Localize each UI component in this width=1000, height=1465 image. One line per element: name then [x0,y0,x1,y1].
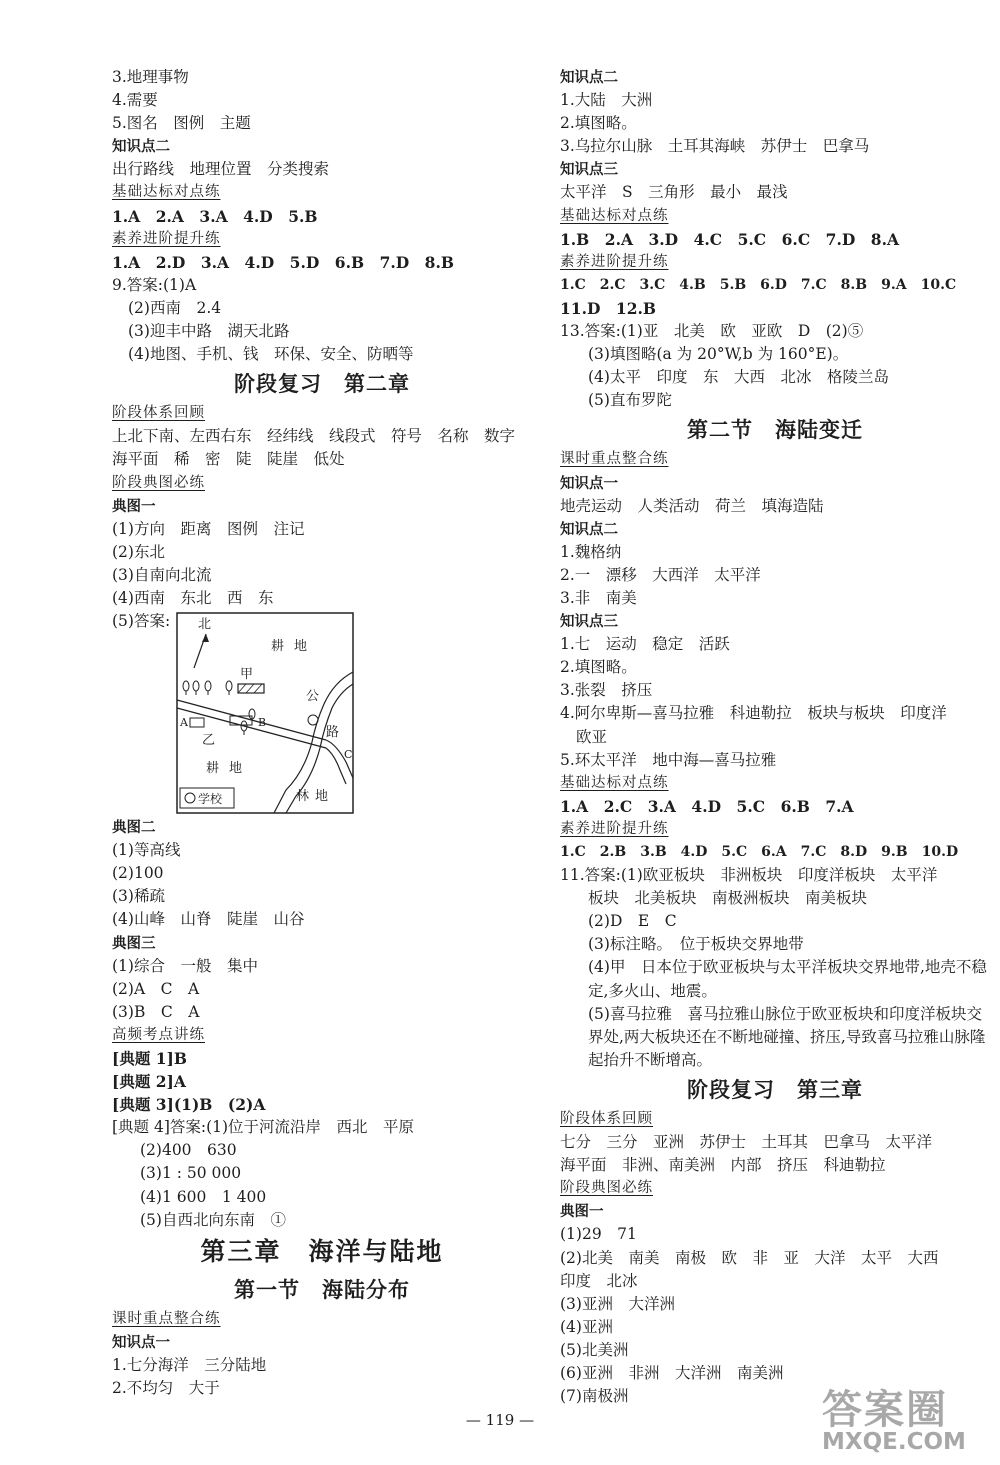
section-heading: 阶段典图必练 [112,474,205,491]
answer-line: 1.C 2.C 3.C 4.B 5.B 6.D 7.C 8.B 9.A 10.C [560,276,957,293]
text-line: 3.非 南美 [560,588,637,607]
watermark-text: 答案圈 [822,1387,948,1433]
map-point-b: B [258,716,267,730]
watermark-logo [822,1378,992,1458]
map-point-a: A [180,716,188,730]
answer-line: 1.A 2.A 3.A 4.D 5.B [112,206,318,226]
text-line: (3)B C A [112,1002,200,1021]
figure-heading: 典图一 [112,497,156,515]
text-line: (2)400 630 [140,1141,237,1160]
text-line: (2)A C A [112,979,200,998]
section-heading: 基础达标对点练 [560,774,669,791]
figure-heading: 典图三 [112,934,156,952]
figure-heading: 典图二 [112,819,156,837]
text-paragraph: (5)喜马拉雅 喜马拉雅山脉位于欧亚板块和印度洋板块交界处,两大板块还在不断地碰撞、挤压,导致喜马拉雅山脉隆起抬升不断增高。 [588,1004,986,1069]
text-line: (1)方向 距离 图例 注记 [112,519,305,538]
answer-line: [典题 2]A [112,1072,186,1092]
text-line: 上北下南、左西右东 经纬线 线段式 符号 名称 数字 [112,427,516,446]
text-line: 欧亚 [576,727,608,746]
section-heading: 知识点二 [112,138,170,156]
text-line: 4.阿尔卑斯—喜马拉雅 科迪勒拉 板块与板块 印度洋 [560,704,947,723]
text-line: (5)北美洲 [560,1340,629,1359]
answer-line: [典题 4]答案:(1)位于河流沿岸 西北 平原 [112,1118,415,1137]
review-title: 阶段复习 第二章 [234,371,410,397]
chapter-title: 第三章 海洋与陆地 [200,1236,444,1266]
watermark-url: MXQE.COM [822,1429,966,1455]
answer-line: 1.A 2.D 3.A 4.D 5.D 6.B 7.D 8.B [112,252,454,272]
text-line: (2)D E C [588,912,677,931]
text-line: 11.答案:(1)欧亚板块 非洲板块 印度洋板块 太平洋 [560,866,938,885]
text-line: 3.乌拉尔山脉 土耳其海峡 苏伊士 巴拿马 [560,137,870,156]
review-title: 阶段复习 第三章 [687,1076,863,1102]
text-line: 印度 北冰 [560,1271,638,1290]
text-line: (3)亚洲 大洋洲 [560,1294,675,1313]
text-line: (6)亚洲 非洲 大洋洲 南美洲 [560,1363,784,1382]
answer-line: 1.C 2.B 3.B 4.D 5.C 6.A 7.C 8.D 9.B 10.D [560,844,959,860]
answer-line: [典题 3](1)B (2)A [112,1095,266,1115]
text-line: 1.魏格纳 [560,542,622,561]
map-north-label: 北 [198,617,212,633]
text-line: 2.一 漂移 大西洋 太平洋 [560,565,761,584]
section-heading: 知识点三 [560,161,618,179]
text-line: 地壳运动 人类活动 荷兰 填海造陆 [560,496,824,515]
answer-line: 1.A 2.C 3.A 4.D 5.C 6.B 7.A [560,796,854,816]
section-heading: 阶段典图必练 [560,1180,653,1197]
text-line: 1.七 运动 稳定 活跃 [560,635,730,654]
text-line: (3)填图略(a 为 20°W,b 为 160°E)。 [588,345,849,364]
answer-line: [典题 1]B [112,1049,187,1068]
section-heading: 素养进阶提升练 [560,820,669,837]
text-line: (4)1 600 1 400 [140,1187,267,1206]
section-heading: 素养进阶提升练 [560,253,669,270]
answer-line: 11.D 12.B [560,298,656,318]
section-heading: 知识点一 [112,1333,170,1351]
map-school-label: 学校 [198,792,223,807]
text-line: 1.大陆 大洲 [560,91,653,110]
map-answer [112,610,532,816]
text-line: 1.七分海洋 三分陆地 [112,1355,267,1374]
text-line: 2.填图略。 [560,658,637,677]
text-line: (5)答案: [112,612,171,631]
map-point-c: C [344,748,353,762]
text-line: (4)太平 印度 东 大西 北冰 格陵兰岛 [588,368,889,387]
section-title: 第一节 海陆分布 [234,1276,410,1302]
text-line: 5.环太平洋 地中海—喜马拉雅 [560,750,777,769]
text-line: 5.图名 图例 主题 [112,114,251,133]
map-yi-label: 乙 [202,733,216,749]
map-farmland-label: 耕地 [206,761,253,777]
text-line: (4)山峰 山脊 陡崖 山谷 [112,910,305,929]
text-line: (3)标注略。 位于板块交界地带 [588,935,804,954]
section-heading: 高频考点讲练 [112,1026,205,1043]
text-line: 2.不均匀 大于 [112,1379,220,1398]
text-line: 出行路线 地理位置 分类搜索 [112,160,330,179]
text-line: (2)北美 南美 南极 欧 非 亚 大洋 太平 大西 [560,1248,939,1267]
text-line: (3)自南向北流 [112,565,212,584]
text-line: (4)亚洲 [560,1317,613,1336]
page-number: — 119 — [465,1411,535,1429]
section-heading: 基础达标对点练 [560,207,669,224]
section-heading: 素养进阶提升练 [112,230,221,247]
map-farmland-label: 耕地 [271,639,318,655]
text-line: (3)1 : 50 000 [140,1164,242,1183]
text-line: (3)迎丰中路 湖天北路 [128,322,290,341]
text-line: 2.填图略。 [560,114,637,133]
text-line: (1)综合 一般 集中 [112,956,258,975]
section-heading: 知识点二 [560,520,618,538]
section-heading: 阶段体系回顾 [112,405,205,422]
text-line: 9.答案:(1)A [112,275,197,294]
map-forest-label: 林地 [296,789,335,805]
left-column [112,66,532,1400]
text-line: (4)西南 东北 西 东 [112,588,274,607]
text-line: (5)直布罗陀 [588,391,672,410]
section-heading: 课时重点整合练 [112,1310,221,1327]
text-line: (4)地图、手机、钱 环保、安全、防晒等 [128,345,414,364]
text-line: (5)自西北向东南 ① [140,1210,286,1229]
text-line: (2)西南 2.4 [128,298,222,317]
section-heading: 课时重点整合练 [560,451,669,468]
text-line: (3)稀疏 [112,887,165,906]
text-line: (1)29 71 [560,1225,637,1244]
text-line: (2)100 [112,864,164,883]
text-line: 13.答案:(1)亚 北美 欧 亚欧 D (2)⑤ [560,322,864,341]
map-lu-label: 路 [326,725,340,741]
text-paragraph: (4)甲 日本位于欧亚板块与太平洋板块交界地带,地壳不稳定,多火山、地震。 [588,958,987,1000]
right-column [560,66,990,1408]
map-jia-label: 甲 [240,667,254,683]
text-line: 3.张裂 挤压 [560,681,653,700]
map-gong-label: 公 [306,689,320,705]
text-line: 七分 三分 亚洲 苏伊士 土耳其 巴拿马 太平洋 [560,1133,933,1152]
section-heading: 知识点一 [560,474,618,492]
text-line: (7)南极洲 [560,1387,629,1406]
answer-line: 1.B 2.A 3.D 4.C 5.C 6.C 7.D 8.A [560,229,899,249]
section-heading: 阶段体系回顾 [560,1110,653,1127]
section-heading: 基础达标对点练 [112,184,221,201]
section-heading: 知识点二 [560,69,618,86]
text-line: 海平面 非洲、南美洲 内部 挤压 科迪勒拉 [560,1156,886,1175]
text-line: 太平洋 S 三角形 最小 最浅 [560,183,788,202]
text-line: 海平面 稀 密 陡 陡崖 低处 [112,450,345,469]
text-line: 板块 北美板块 南极洲板块 南美板块 [588,889,868,908]
figure-heading: 典图一 [560,1203,604,1221]
section-title: 第二节 海陆变迁 [687,417,863,443]
text-line: (2)东北 [112,542,165,561]
text-line: 3.地理事物 [112,68,189,86]
text-line: (1)等高线 [112,841,181,860]
text-line: 4.需要 [112,91,158,110]
route-map [176,612,354,814]
section-heading: 知识点三 [560,613,618,631]
